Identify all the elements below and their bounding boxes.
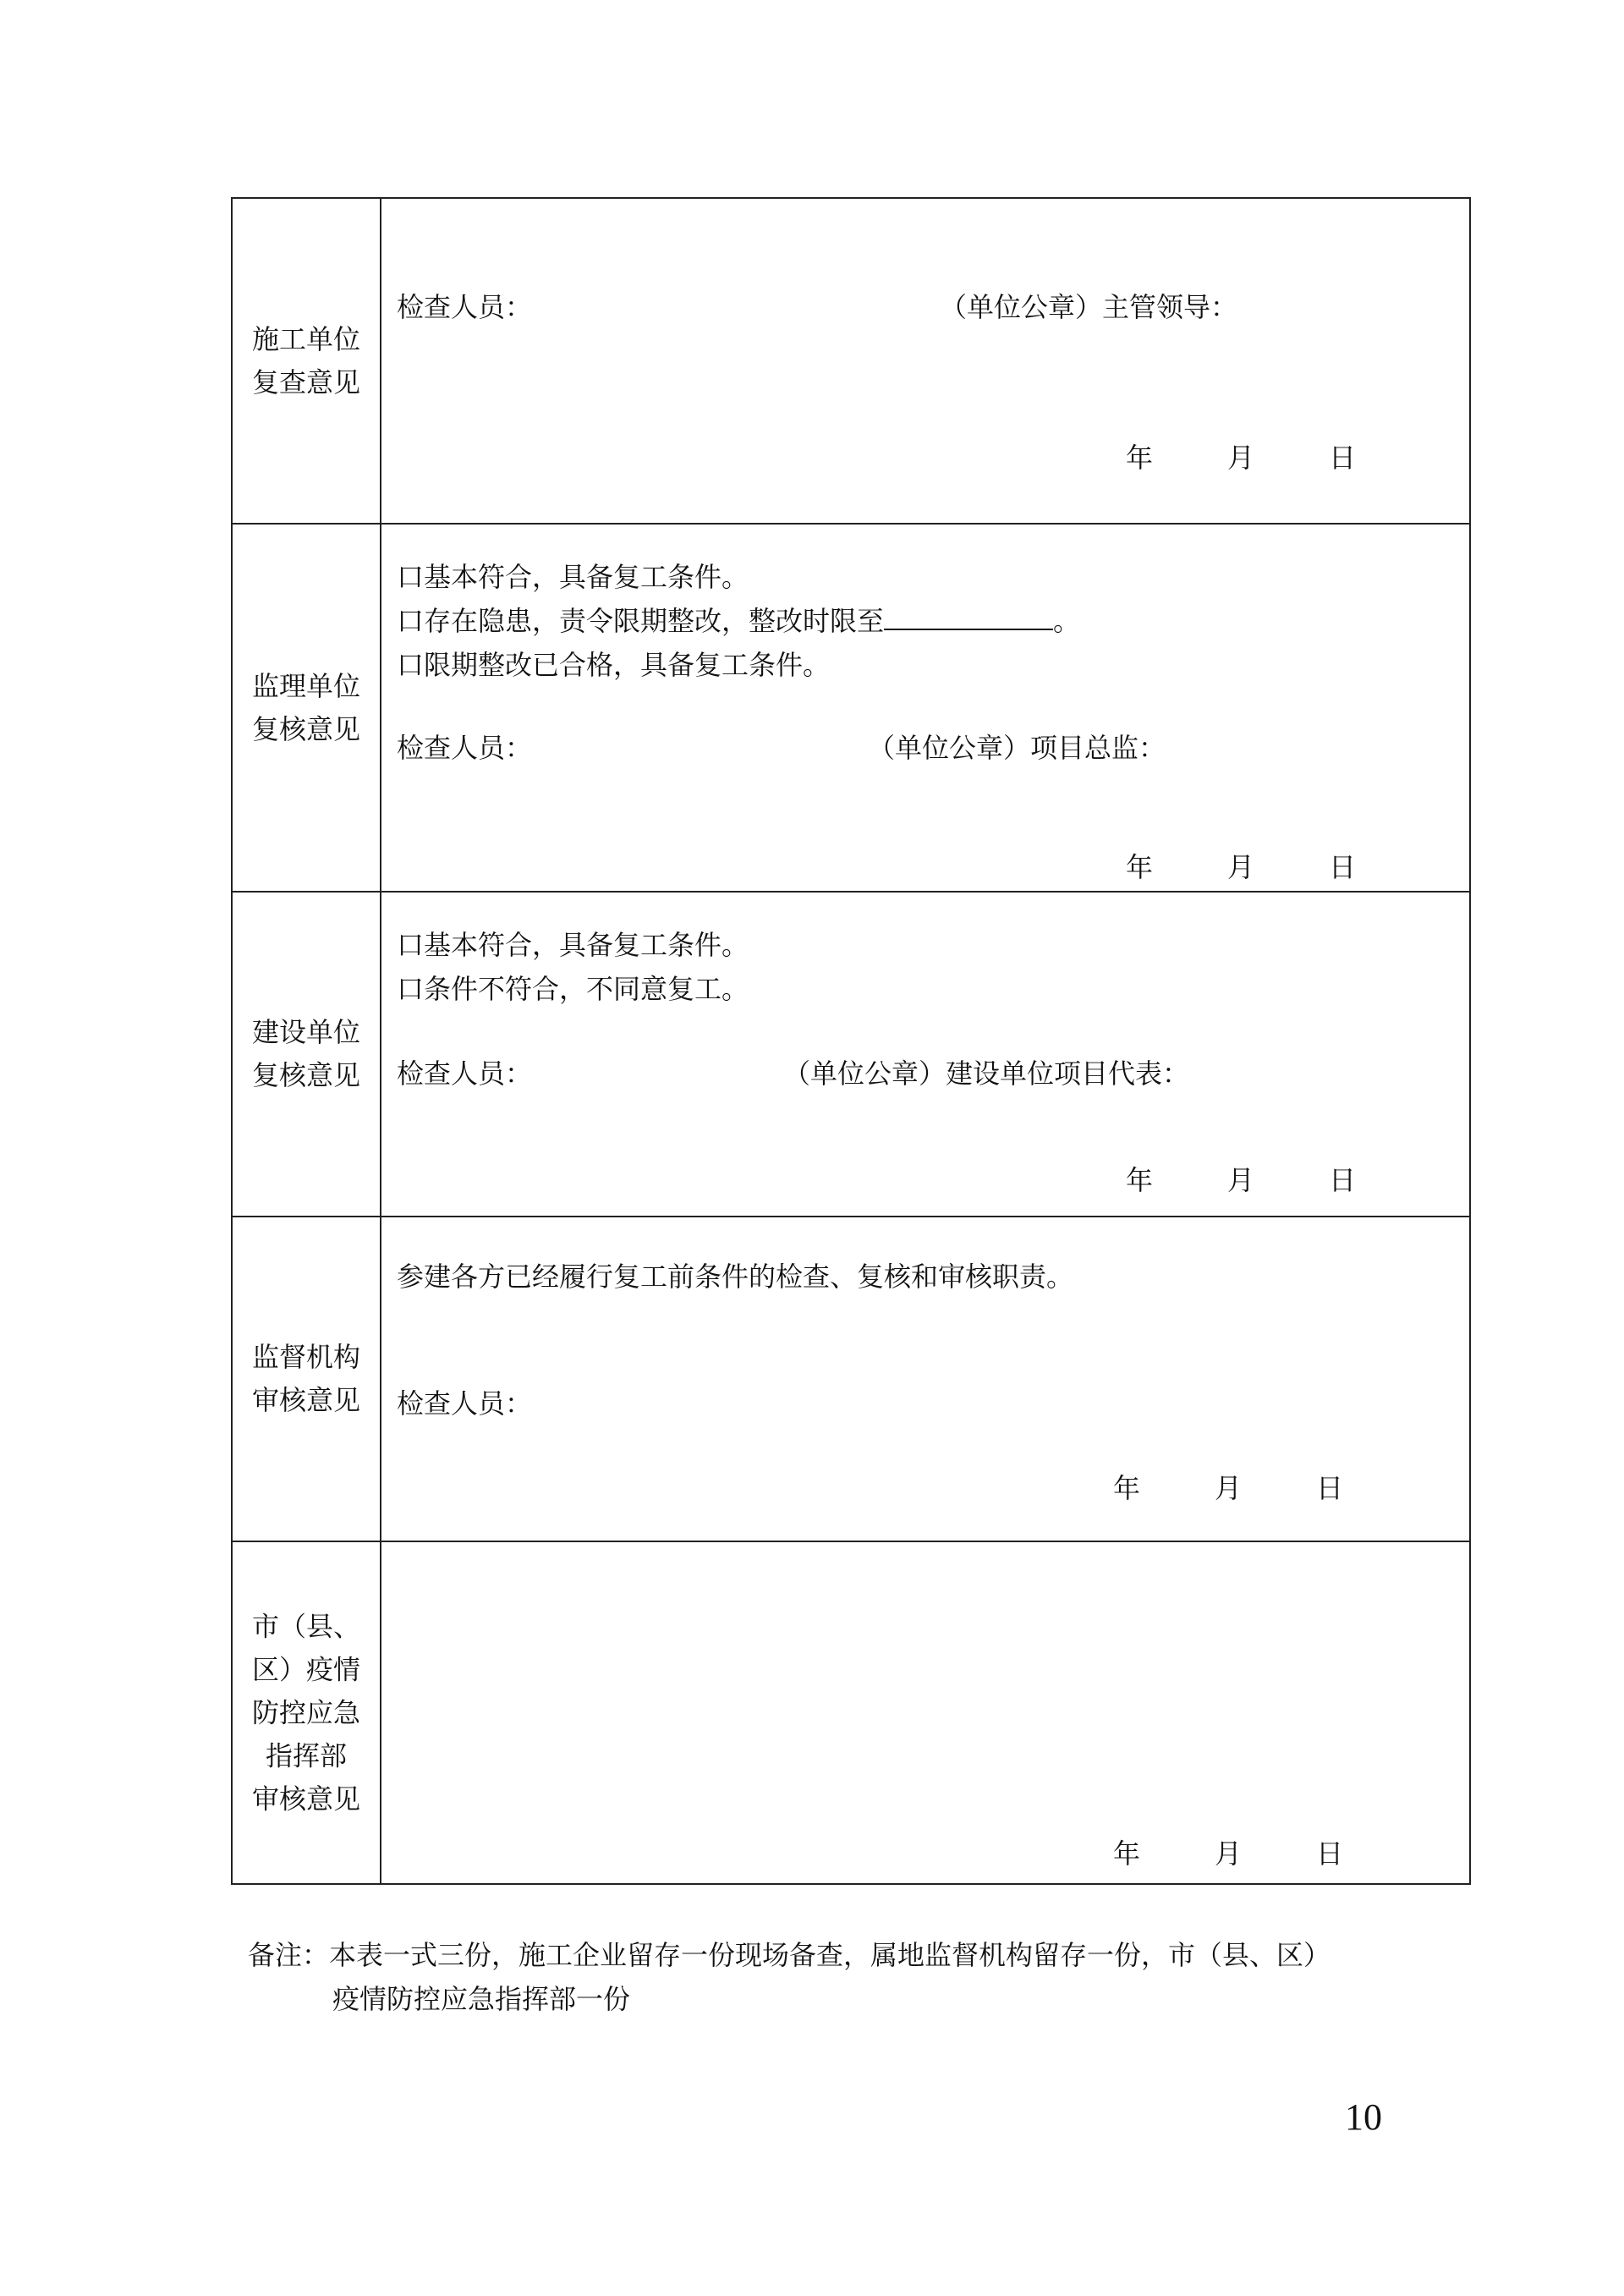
row-label-cell [232, 198, 381, 524]
date-day: 日 [1329, 1164, 1357, 1196]
seal-owner-representative-label: （单位公章）建设单位项目代表： [783, 1057, 1190, 1090]
label-line: 复核意见 [251, 1059, 360, 1091]
row-construction-owner [232, 892, 1470, 1217]
date-month: 月 [1227, 442, 1255, 474]
deadline-blank-line[interactable] [884, 605, 1053, 630]
row-label-cell [232, 1217, 381, 1541]
remark-line-1: 备注：本表一式三份，施工企业留存一份现场备查，属地监督机构留存一份，市（县、区） [248, 1939, 1331, 1971]
label-line: 市（县、 [251, 1610, 360, 1642]
date-month: 月 [1227, 1164, 1255, 1196]
label-line: 监督机构 [251, 1341, 360, 1373]
page-number: 10 [1345, 2096, 1382, 2138]
row-supervision-unit [232, 524, 1470, 892]
label-line: 复核意见 [251, 712, 360, 745]
row-content-cell [381, 198, 1470, 524]
date-year: 年 [1113, 1837, 1141, 1870]
row-label [233, 1605, 380, 1821]
statement-text: 参建各方已经履行复工前条件的检查、复核和审核职责。 [397, 1261, 1074, 1293]
inspector-label: 检查人员： [397, 732, 533, 764]
inspector-label: 检查人员： [397, 1057, 533, 1090]
option-basic-compliant: 口基本符合，具备复工条件。 [397, 929, 749, 961]
row-label [233, 1336, 380, 1422]
option-rectify-deadline [397, 604, 1080, 638]
label-line: 监理单位 [251, 669, 360, 702]
review-form-table [231, 197, 1471, 1885]
date-month: 月 [1215, 1472, 1243, 1504]
option-rectified-qualified: 口限期整改已合格，具备复工条件。 [397, 649, 831, 681]
row-content-cell [381, 1541, 1470, 1884]
row-content-cell [381, 892, 1470, 1217]
row-label [233, 318, 380, 404]
date-year: 年 [1126, 851, 1154, 883]
row-label [233, 1011, 380, 1097]
date-day: 日 [1316, 1472, 1344, 1504]
row-construction-unit [232, 198, 1470, 524]
date-day: 日 [1316, 1837, 1344, 1870]
remark-line-2: 疫情防控应急指挥部一份 [332, 1983, 631, 2015]
inspector-label: 检查人员： [397, 1387, 533, 1420]
date-year: 年 [1113, 1472, 1141, 1504]
option-text: 口存在隐患，责令限期整改，整改时限至 [397, 605, 885, 637]
option-not-compliant: 口条件不符合，不同意复工。 [397, 973, 749, 1005]
label-line: 复查意见 [251, 365, 360, 398]
label-line: 施工单位 [251, 322, 360, 355]
seal-leader-label: （单位公章）主管领导： [940, 291, 1238, 323]
date-day: 日 [1329, 442, 1357, 474]
date-year: 年 [1126, 442, 1154, 474]
row-content-cell [381, 1217, 1470, 1541]
row-label-cell [232, 524, 381, 892]
date-year: 年 [1126, 1164, 1154, 1196]
label-line: 防控应急 [251, 1696, 360, 1728]
row-epidemic-command [232, 1541, 1470, 1884]
label-line: 审核意见 [251, 1782, 360, 1815]
seal-chief-supervisor-label: （单位公章）项目总监： [868, 732, 1166, 764]
inspector-label: 检查人员： [397, 291, 533, 323]
row-content-cell [381, 524, 1470, 892]
row-label-cell [232, 1541, 381, 1884]
option-suffix: 。 [1053, 605, 1081, 637]
date-month: 月 [1227, 851, 1255, 883]
date-month: 月 [1215, 1837, 1243, 1870]
remark-note [248, 1933, 1449, 2021]
option-basic-compliant: 口基本符合，具备复工条件。 [397, 561, 749, 593]
label-line: 区）疫情 [251, 1653, 360, 1685]
row-label [233, 665, 380, 751]
date-day: 日 [1329, 851, 1357, 883]
row-supervision-agency [232, 1217, 1470, 1541]
label-line: 审核意见 [251, 1384, 360, 1416]
label-line: 建设单位 [251, 1016, 360, 1048]
label-line: 指挥部 [265, 1739, 347, 1771]
row-label-cell [232, 892, 381, 1217]
